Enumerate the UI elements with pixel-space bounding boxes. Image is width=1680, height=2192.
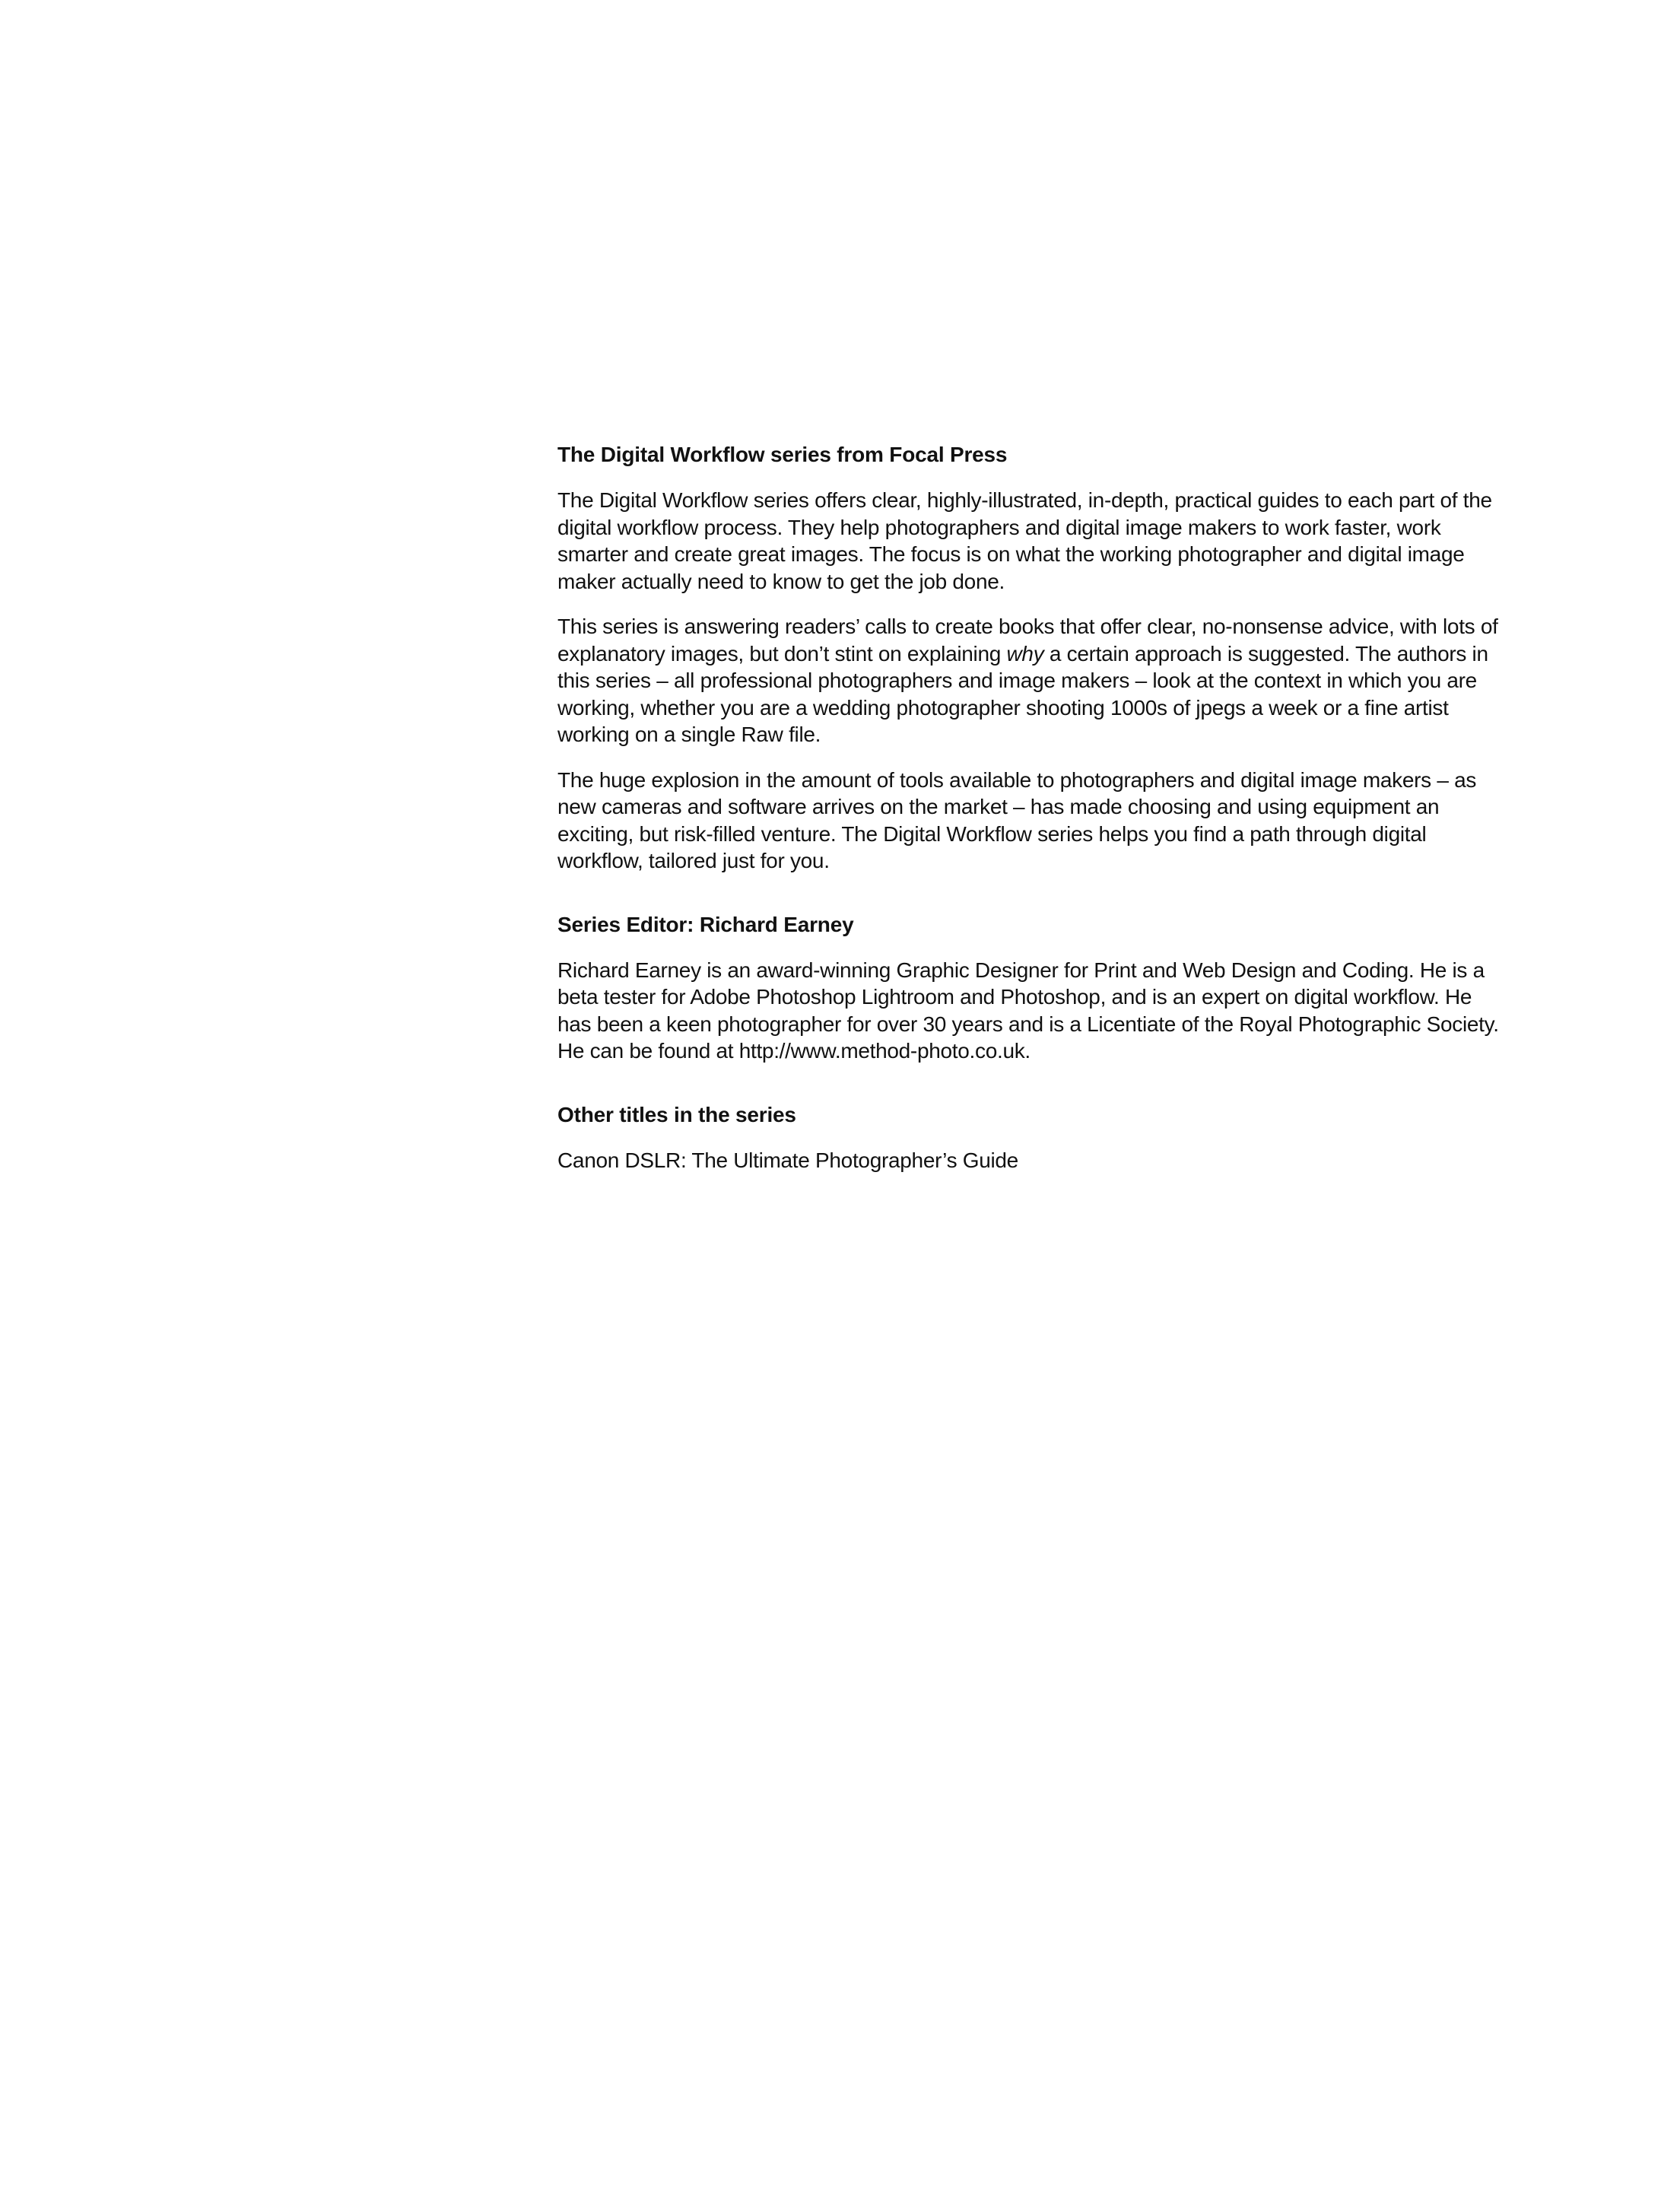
section-spacer	[557, 1083, 1504, 1101]
editor-paragraph: Richard Earney is an award-winning Graphic Designer for Print and Web Design and Coding. He is a beta tester for Adobe Photoshop Lightroom and Photoshop, and is an expert on digital workflow. He has been a keen photographer for over 30 years and is a Licentiate of the Royal Photographic Society. He can be found at http://www.method-photo.co.uk.	[557, 958, 1499, 1063]
editor-heading: Series Editor: Richard Earney	[557, 912, 854, 936]
series-paragraph-1: The Digital Workflow series offers clear, highly-illustrated, in-depth, practical guides to each part of the digital workflow process. They help photographers and digital image makers to work faster, work smarter and create great images. The focus is on what the working photographer and digital image maker actually need to know to get the job done.	[557, 488, 1492, 593]
series-paragraph-3: The huge explosion in the amount of tools available to photographers and digital image makers – as new cameras and software arrives on the market – has made choosing and using equipment an exciting, but risk-filled venture. The Digital Workflow series helps you find a path through digital workflow, tailored just for you.	[557, 767, 1477, 872]
other-title-item: Canon DSLR: The Ultimate Photographer’s Guide	[557, 1148, 1018, 1172]
text-column	[557, 441, 1504, 1192]
series-paragraph-2-part-1: This series is answering readers’ calls to create books that offer clear, no-nonsense advice, with lots of explanatory images, but don’t stint on explaining	[557, 615, 1498, 666]
series-paragraph-2-part-2: a certain approach is suggested. The authors in this series – all professional photographers and image makers – look at the context in which you are working, whether you are a wedding photographer shooting 1000s of jpegs a week or a fine artist working on a single Raw file.	[557, 641, 1488, 746]
section-spacer	[557, 893, 1504, 911]
series-paragraph-2-emphasis: why	[1006, 641, 1044, 666]
series-paragraph-2	[557, 613, 1504, 748]
series-heading: The Digital Workflow series from Focal Press	[557, 443, 1008, 466]
other-titles-heading: Other titles in the series	[557, 1102, 796, 1126]
